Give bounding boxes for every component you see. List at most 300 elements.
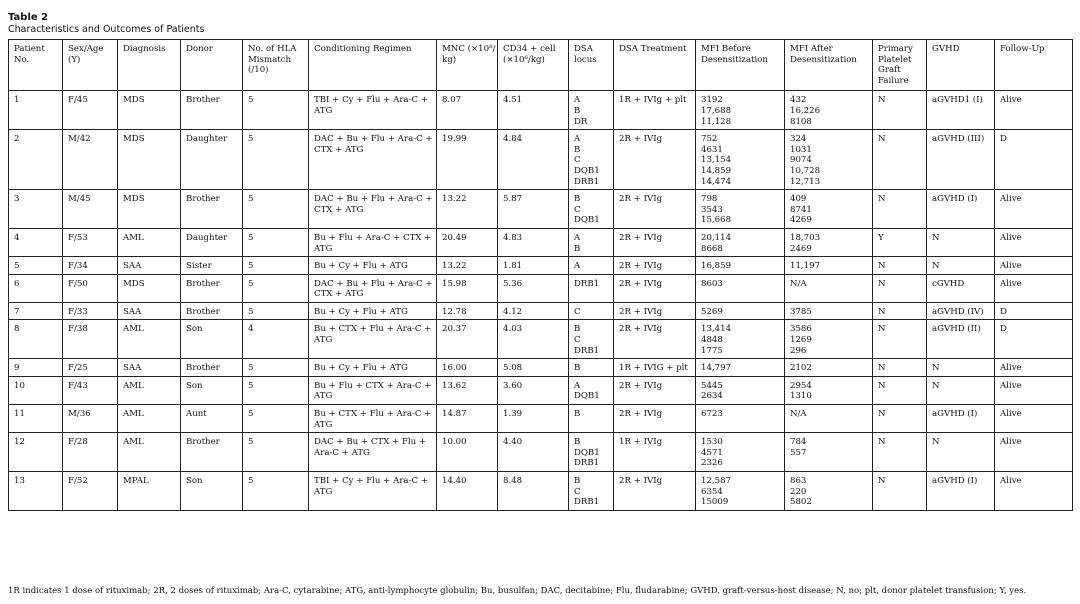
gvhd-value: N — [932, 437, 940, 448]
dsa-locus-value: B — [574, 476, 581, 486]
cell-platelet-graft-failure — [873, 274, 927, 302]
mfi-before-value: 13,414 — [701, 324, 732, 335]
cell-hla-mismatch — [243, 376, 309, 404]
cell-mfi-after — [785, 274, 873, 302]
cell-follow-up — [995, 359, 1073, 377]
mfi-before-value: 4631 — [701, 144, 723, 155]
cell-dsa-treatment — [614, 130, 696, 190]
gvhd-value: aGVHD (III) — [932, 134, 985, 145]
patient-no-value: 8 — [14, 324, 20, 335]
mfi-after-value: 3785 — [790, 306, 812, 317]
cd34-value: 4.12 — [503, 306, 523, 317]
cell-platelet-graft-failure — [873, 130, 927, 190]
gvhd-value: N — [932, 232, 940, 243]
cell-sex-age — [63, 302, 118, 320]
cell-donor — [181, 376, 243, 404]
cell-follow-up — [995, 130, 1073, 190]
dsa-treatment-value: 1R + IVIg — [619, 437, 663, 448]
cell-diagnosis — [118, 302, 181, 320]
header-follow-up: Follow-Up — [995, 40, 1073, 91]
mfi-before-value: 4571 — [701, 447, 723, 458]
cell-hla-mismatch — [243, 472, 309, 511]
gvhd-value: aGVHD (I) — [932, 476, 978, 486]
cell-conditioning-regimen — [309, 359, 437, 377]
patient-no-value: 10 — [14, 380, 25, 391]
mfi-after-value: 1310 — [790, 391, 812, 402]
cell-follow-up — [995, 274, 1073, 302]
mfi-before-value: 15009 — [701, 497, 729, 508]
platelet-graft-failure-value: N — [878, 437, 886, 448]
table-subtitle: Characteristics and Outcomes of Patients — [8, 24, 205, 35]
donor-value: Son — [186, 324, 203, 335]
cell-dsa-locus — [569, 433, 614, 472]
cell-hla-mismatch — [243, 302, 309, 320]
mfi-after-value: 557 — [790, 447, 807, 458]
cell-mfi-before — [696, 472, 785, 511]
cell-donor — [181, 257, 243, 275]
cell-diagnosis — [118, 228, 181, 256]
cd34-value: 1.39 — [503, 409, 523, 420]
cell-hla-mismatch — [243, 190, 309, 229]
cell-mnc — [437, 228, 498, 256]
cell-hla-mismatch — [243, 274, 309, 302]
table-row — [9, 130, 1073, 190]
header-mfi-before: MFI Before Desensitization — [696, 40, 785, 91]
cell-follow-up — [995, 433, 1073, 472]
dsa-locus-value: B — [574, 144, 581, 155]
cell-diagnosis — [118, 376, 181, 404]
cell-platelet-graft-failure — [873, 257, 927, 275]
cell-mfi-after — [785, 472, 873, 511]
cell-mfi-before — [696, 228, 785, 256]
dsa-locus-value: B — [574, 363, 581, 374]
cell-dsa-locus — [569, 405, 614, 433]
sex-age-value: F/25 — [68, 363, 88, 374]
table-row — [9, 472, 1073, 511]
cell-cd34 — [498, 359, 569, 377]
mfi-before-value: 752 — [701, 134, 718, 145]
conditioning-regimen-value: TBI + Cy + Flu + Ara-C + ATG — [314, 95, 428, 116]
hla-mismatch-value: 5 — [248, 95, 254, 106]
sex-age-value: M/45 — [68, 194, 91, 205]
sex-age-value: F/43 — [68, 380, 88, 391]
mfi-before-value: 17,688 — [701, 105, 732, 116]
dsa-locus-value: B — [574, 437, 581, 448]
mfi-after-value: 8741 — [790, 204, 812, 215]
cell-sex-age — [63, 274, 118, 302]
diagnosis-value: MDS — [123, 194, 145, 205]
conditioning-regimen-value: DAC + Bu + Flu + Ara-C + CTX + ATG — [314, 194, 433, 215]
cell-conditioning-regimen — [309, 130, 437, 190]
cell-mnc — [437, 320, 498, 359]
cell-dsa-locus — [569, 190, 614, 229]
cell-patient-no — [9, 320, 63, 359]
cell-hla-mismatch — [243, 433, 309, 472]
cell-dsa-treatment — [614, 190, 696, 229]
cell-sex-age — [63, 359, 118, 377]
dsa-locus-value: DRB1 — [574, 345, 600, 356]
cell-follow-up — [995, 320, 1073, 359]
hla-mismatch-value: 5 — [248, 134, 254, 145]
cell-mfi-before — [696, 320, 785, 359]
platelet-graft-failure-value: N — [878, 380, 886, 391]
cell-donor — [181, 320, 243, 359]
donor-value: Sister — [186, 261, 212, 272]
cd34-value: 4.83 — [503, 232, 523, 243]
cell-sex-age — [63, 190, 118, 229]
cell-mfi-after — [785, 376, 873, 404]
cell-dsa-locus — [569, 228, 614, 256]
dsa-locus-value: DQB1 — [574, 447, 600, 458]
dsa-locus-value: B — [574, 194, 581, 205]
table-row — [9, 257, 1073, 275]
cell-dsa-treatment — [614, 302, 696, 320]
diagnosis-value: AML — [123, 380, 144, 391]
mnc-value: 13.62 — [442, 380, 467, 391]
cell-mfi-before — [696, 359, 785, 377]
patient-no-value: 12 — [14, 437, 25, 448]
cell-donor — [181, 91, 243, 130]
dsa-locus-value: C — [574, 306, 581, 317]
cell-follow-up — [995, 376, 1073, 404]
mnc-value: 13.22 — [442, 194, 467, 205]
cell-platelet-graft-failure — [873, 472, 927, 511]
cell-dsa-locus — [569, 274, 614, 302]
mfi-after-value: 409 — [790, 194, 807, 205]
cell-diagnosis — [118, 472, 181, 511]
diagnosis-value: MDS — [123, 95, 145, 106]
conditioning-regimen-value: Bu + Cy + Flu + ATG — [314, 261, 408, 272]
conditioning-regimen-value: Bu + Cy + Flu + ATG — [314, 306, 408, 317]
dsa-locus-value: B — [574, 409, 581, 420]
cell-mfi-after — [785, 257, 873, 275]
mfi-before-value: 4848 — [701, 335, 723, 346]
conditioning-regimen-value: DAC + Bu + Flu + Ara-C + CTX + ATG — [314, 134, 433, 155]
mfi-after-value: 863 — [790, 476, 807, 486]
cell-mnc — [437, 130, 498, 190]
cell-sex-age — [63, 405, 118, 433]
dsa-locus-value: A — [574, 380, 581, 391]
sex-age-value: F/50 — [68, 278, 88, 289]
cell-conditioning-regimen — [309, 320, 437, 359]
mfi-after-value: 10,728 — [790, 165, 821, 176]
platelet-graft-failure-value: N — [878, 363, 886, 374]
dsa-locus-value: A — [574, 232, 581, 243]
dsa-locus-value: B — [574, 243, 581, 254]
cell-cd34 — [498, 274, 569, 302]
mfi-before-value: 1775 — [701, 345, 723, 356]
cell-follow-up — [995, 91, 1073, 130]
gvhd-value: aGVHD (IV) — [932, 306, 984, 317]
mnc-value: 13.22 — [442, 261, 467, 272]
follow-up-value: Alive — [1000, 409, 1022, 420]
follow-up-value: Alive — [1000, 194, 1022, 205]
gvhd-value: aGVHD (I) — [932, 409, 978, 420]
cell-follow-up — [995, 228, 1073, 256]
table-title: Table 2 — [8, 12, 49, 23]
cell-mnc — [437, 376, 498, 404]
platelet-graft-failure-value: N — [878, 95, 886, 106]
mfi-after-value: 2102 — [790, 363, 812, 374]
cell-dsa-treatment — [614, 91, 696, 130]
header-dsa-locus: DSA locus — [569, 40, 614, 91]
mfi-after-value: 8108 — [790, 116, 812, 127]
conditioning-regimen-value: Bu + Cy + Flu + ATG — [314, 363, 408, 374]
hla-mismatch-value: 5 — [248, 261, 254, 272]
sex-age-value: F/38 — [68, 324, 88, 335]
cell-conditioning-regimen — [309, 228, 437, 256]
header-mnc: MNC (×10⁸/ kg) — [437, 40, 498, 91]
mfi-before-value: 20,114 — [701, 232, 732, 243]
cell-cd34 — [498, 320, 569, 359]
cell-mnc — [437, 302, 498, 320]
cell-conditioning-regimen — [309, 302, 437, 320]
cell-platelet-graft-failure — [873, 190, 927, 229]
cell-mnc — [437, 91, 498, 130]
hla-mismatch-value: 5 — [248, 232, 254, 243]
cell-dsa-treatment — [614, 433, 696, 472]
cell-patient-no — [9, 91, 63, 130]
platelet-graft-failure-value: N — [878, 476, 886, 486]
patient-no-value: 7 — [14, 306, 20, 317]
hla-mismatch-value: 5 — [248, 278, 254, 289]
cell-hla-mismatch — [243, 228, 309, 256]
hla-mismatch-value: 5 — [248, 363, 254, 374]
sex-age-value: F/53 — [68, 232, 88, 243]
mnc-value: 12.78 — [442, 306, 467, 317]
dsa-treatment-value: 2R + IVIg — [619, 409, 663, 420]
hla-mismatch-value: 5 — [248, 409, 254, 420]
mfi-before-value: 8603 — [701, 278, 723, 289]
follow-up-value: Alive — [1000, 380, 1022, 391]
cell-hla-mismatch — [243, 359, 309, 377]
hla-mismatch-value: 5 — [248, 380, 254, 391]
cell-patient-no — [9, 130, 63, 190]
cell-conditioning-regimen — [309, 472, 437, 511]
cell-patient-no — [9, 274, 63, 302]
diagnosis-value: SAA — [123, 261, 142, 272]
mfi-after-value: 784 — [790, 437, 807, 448]
dsa-treatment-value: 2R + IVIg — [619, 134, 663, 145]
cell-dsa-treatment — [614, 359, 696, 377]
cell-donor — [181, 130, 243, 190]
cell-platelet-graft-failure — [873, 433, 927, 472]
mfi-after-value: 2469 — [790, 243, 812, 254]
cell-gvhd — [927, 320, 995, 359]
table-row — [9, 376, 1073, 404]
patient-no-value: 13 — [14, 476, 25, 486]
mfi-before-value: 1530 — [701, 437, 723, 448]
dsa-locus-value: C — [574, 486, 581, 497]
cell-diagnosis — [118, 320, 181, 359]
cell-mnc — [437, 472, 498, 511]
follow-up-value: Alive — [1000, 261, 1022, 272]
cell-platelet-graft-failure — [873, 359, 927, 377]
cell-gvhd — [927, 359, 995, 377]
cell-platelet-graft-failure — [873, 302, 927, 320]
follow-up-value: D — [1000, 134, 1007, 145]
conditioning-regimen-value: Bu + CTX + Flu + Ara-C + ATG — [314, 324, 432, 346]
cell-patient-no — [9, 405, 63, 433]
cell-donor — [181, 274, 243, 302]
cell-dsa-locus — [569, 130, 614, 190]
header-sex-age: Sex/Age (Y) — [63, 40, 118, 91]
header-mfi-after: MFI After Desensitization — [785, 40, 873, 91]
header-cd34: CD34 + cell (×10⁶/kg) — [498, 40, 569, 91]
cell-dsa-treatment — [614, 228, 696, 256]
mfi-after-value: N/A — [790, 278, 807, 289]
cell-patient-no — [9, 257, 63, 275]
conditioning-regimen-value: DAC + Bu + CTX + Flu + Ara-C + ATG — [314, 437, 427, 458]
cell-mnc — [437, 257, 498, 275]
dsa-locus-value: DR — [574, 116, 588, 127]
dsa-treatment-value: 2R + IVIg — [619, 306, 663, 317]
platelet-graft-failure-value: N — [878, 261, 886, 272]
header-gvhd: GVHD — [927, 40, 995, 91]
mfi-after-value: 324 — [790, 134, 807, 145]
cell-mnc — [437, 405, 498, 433]
patient-no-value: 3 — [14, 194, 20, 205]
mfi-before-value: 2326 — [701, 458, 723, 469]
cd34-value: 5.36 — [503, 278, 523, 289]
header-donor: Donor — [181, 40, 243, 91]
dsa-treatment-value: 2R + IVIg — [619, 194, 663, 205]
platelet-graft-failure-value: N — [878, 324, 886, 335]
cell-sex-age — [63, 376, 118, 404]
donor-value: Brother — [186, 363, 220, 374]
mfi-after-value: 1031 — [790, 144, 812, 155]
donor-value: Daughter — [186, 232, 228, 243]
platelet-graft-failure-value: N — [878, 134, 886, 145]
cd34-value: 5.87 — [503, 194, 523, 205]
dsa-treatment-value: 2R + IVIg — [619, 261, 663, 272]
mnc-value: 19.99 — [442, 134, 467, 145]
sex-age-value: F/33 — [68, 306, 88, 317]
cell-mfi-after — [785, 405, 873, 433]
sex-age-value: F/34 — [68, 261, 88, 272]
mfi-after-value: 3586 — [790, 324, 812, 335]
cell-sex-age — [63, 320, 118, 359]
cell-conditioning-regimen — [309, 257, 437, 275]
mfi-after-value: 5802 — [790, 497, 812, 508]
table-row — [9, 405, 1073, 433]
dsa-locus-value: DQB1 — [574, 215, 600, 226]
cell-diagnosis — [118, 130, 181, 190]
follow-up-value: Alive — [1000, 278, 1022, 289]
sex-age-value: F/28 — [68, 437, 88, 448]
cell-mfi-before — [696, 405, 785, 433]
cell-mfi-after — [785, 359, 873, 377]
dsa-locus-value: C — [574, 204, 581, 215]
dsa-locus-value: A — [574, 95, 581, 106]
cell-dsa-treatment — [614, 405, 696, 433]
cd34-value: 3.60 — [503, 380, 523, 391]
dsa-locus-value: DRB1 — [574, 497, 600, 508]
diagnosis-value: AML — [123, 324, 144, 335]
cell-cd34 — [498, 302, 569, 320]
mfi-before-value: 6354 — [701, 486, 723, 497]
cell-hla-mismatch — [243, 257, 309, 275]
header-row — [9, 40, 1073, 91]
donor-value: Brother — [186, 95, 220, 106]
mnc-value: 16.00 — [442, 363, 467, 374]
cell-gvhd — [927, 274, 995, 302]
mfi-before-value: 14,797 — [701, 363, 732, 374]
header-diagnosis: Diagnosis — [118, 40, 181, 91]
mfi-before-value: 11,128 — [701, 116, 732, 127]
dsa-locus-value: B — [574, 105, 581, 116]
conditioning-regimen-value: DAC + Bu + Flu + Ara-C + CTX + ATG — [314, 278, 433, 300]
gvhd-value: aGVHD (I) — [932, 194, 978, 205]
mfi-after-value: 296 — [790, 345, 807, 356]
cell-donor — [181, 433, 243, 472]
cell-mfi-before — [696, 190, 785, 229]
cell-sex-age — [63, 228, 118, 256]
cell-cd34 — [498, 472, 569, 511]
cell-conditioning-regimen — [309, 405, 437, 433]
cell-sex-age — [63, 433, 118, 472]
patient-no-value: 4 — [14, 232, 20, 243]
cell-patient-no — [9, 190, 63, 229]
cell-gvhd — [927, 190, 995, 229]
mnc-value: 14.87 — [442, 409, 467, 420]
cell-sex-age — [63, 130, 118, 190]
cell-mnc — [437, 190, 498, 229]
cell-gvhd — [927, 472, 995, 511]
cell-conditioning-regimen — [309, 91, 437, 130]
donor-value: Brother — [186, 306, 220, 317]
cell-platelet-graft-failure — [873, 320, 927, 359]
cell-cd34 — [498, 405, 569, 433]
cell-cd34 — [498, 257, 569, 275]
cell-donor — [181, 228, 243, 256]
sex-age-value: F/52 — [68, 476, 88, 486]
cell-sex-age — [63, 91, 118, 130]
cell-dsa-locus — [569, 376, 614, 404]
gvhd-value: cGVHD — [932, 278, 965, 289]
cd34-value: 4.84 — [503, 134, 523, 145]
cell-diagnosis — [118, 359, 181, 377]
cell-diagnosis — [118, 433, 181, 472]
cd34-value: 4.40 — [503, 437, 523, 448]
cell-mfi-after — [785, 433, 873, 472]
dsa-locus-value: DRB1 — [574, 176, 600, 187]
cell-cd34 — [498, 433, 569, 472]
cell-patient-no — [9, 472, 63, 511]
header-platelet-graft-failure: Primary Platelet Graft Failure — [873, 40, 927, 91]
cell-diagnosis — [118, 190, 181, 229]
mfi-before-value: 16,859 — [701, 261, 732, 272]
dsa-locus-value: DRB1 — [574, 278, 600, 289]
gvhd-value: N — [932, 261, 940, 272]
mfi-before-value: 798 — [701, 194, 718, 205]
mfi-after-value: N/A — [790, 409, 807, 420]
cell-patient-no — [9, 359, 63, 377]
table-row — [9, 228, 1073, 256]
table-row — [9, 302, 1073, 320]
cell-conditioning-regimen — [309, 190, 437, 229]
mfi-before-value: 2634 — [701, 391, 723, 402]
table-row — [9, 433, 1073, 472]
hla-mismatch-value: 5 — [248, 476, 254, 486]
mnc-value: 8.07 — [442, 95, 462, 106]
table-body — [9, 91, 1073, 510]
table-row — [9, 359, 1073, 377]
hla-mismatch-value: 5 — [248, 306, 254, 317]
cell-hla-mismatch — [243, 91, 309, 130]
cell-donor — [181, 472, 243, 511]
cell-mfi-after — [785, 228, 873, 256]
